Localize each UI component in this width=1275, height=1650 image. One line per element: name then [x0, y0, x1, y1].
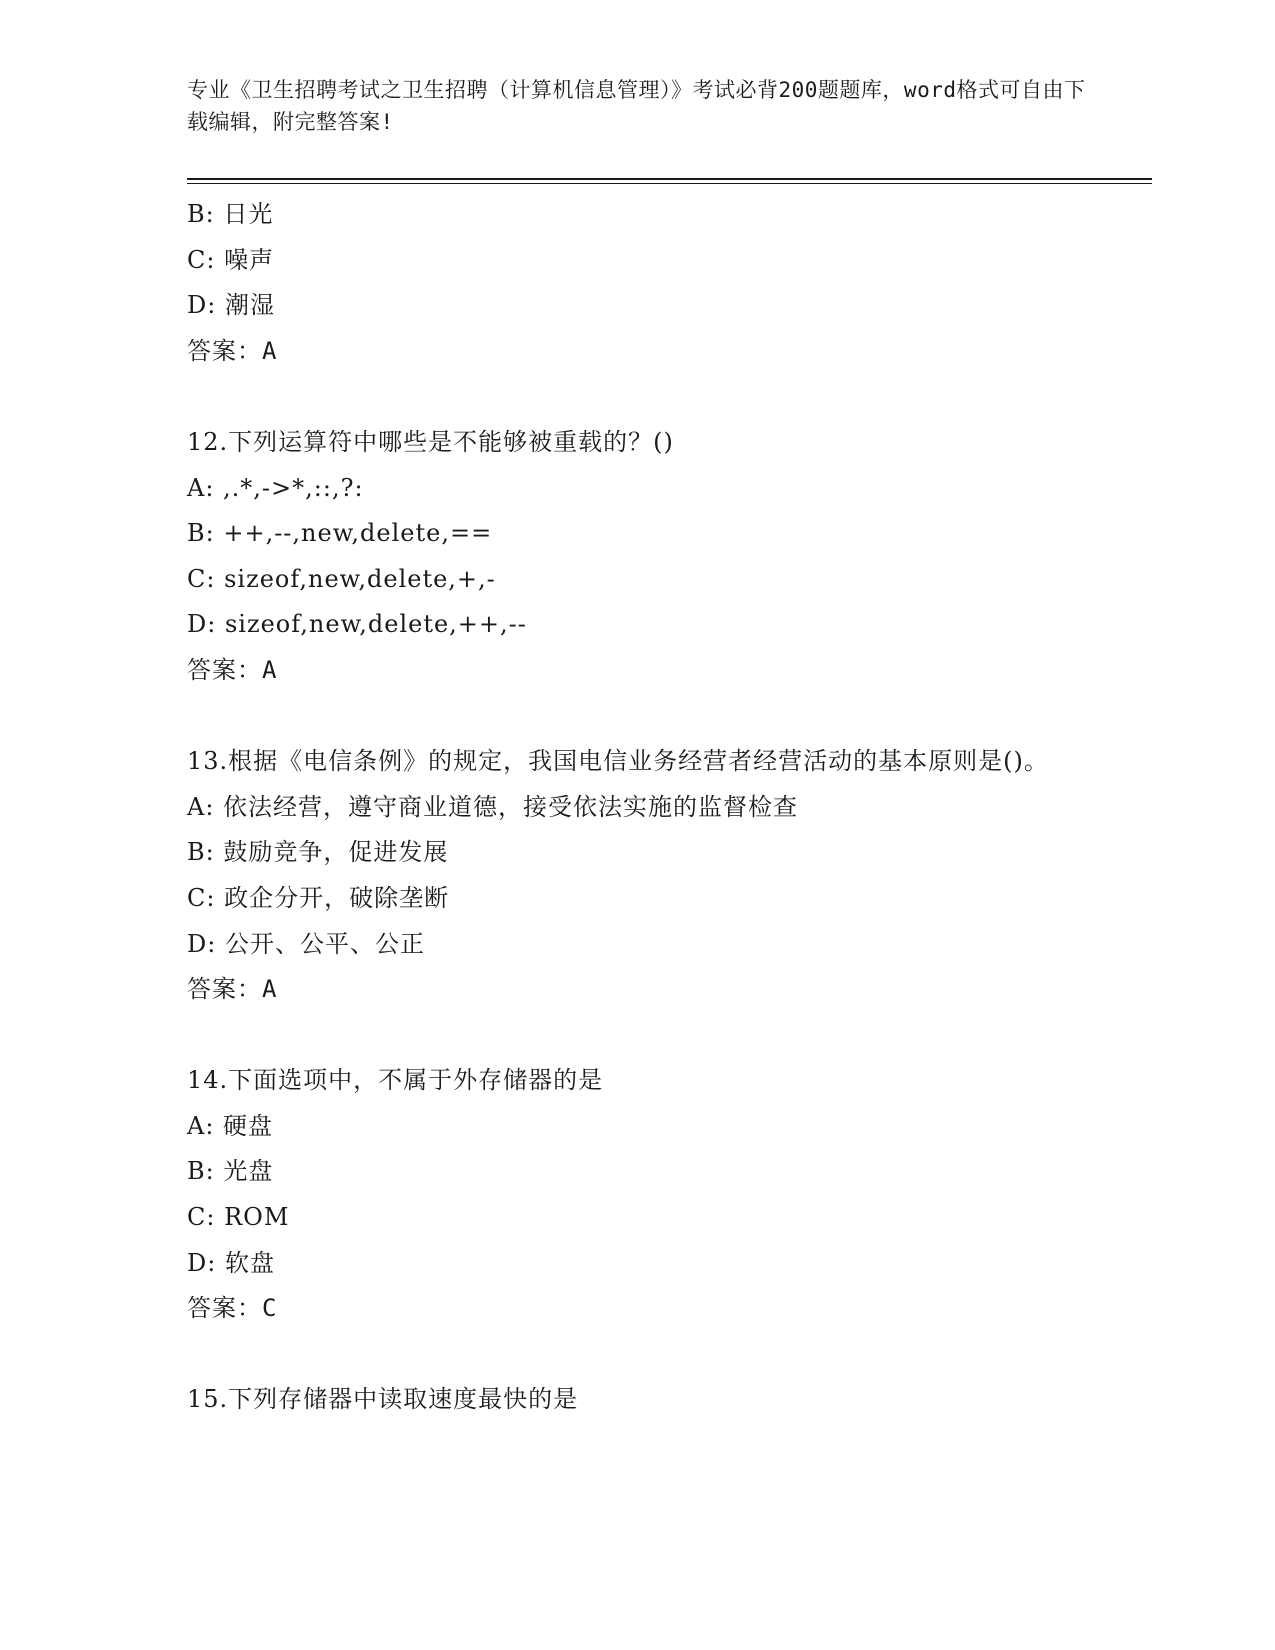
option-a: A: ,.*,->*,::,?:	[187, 473, 364, 502]
question-11-continued	[187, 192, 1152, 374]
option-d: D: 潮湿	[187, 291, 275, 320]
spacer	[187, 374, 1152, 420]
option-b: B: ++,--,new,delete,==	[187, 519, 493, 548]
option-b: B: 光盘	[187, 1157, 274, 1186]
question-stem: 15.下列存储器中读取速度最快的是	[187, 1385, 579, 1414]
spacer	[187, 1332, 1152, 1378]
question-content	[187, 192, 1152, 1423]
option-b: B: 鼓励竞争，促进发展	[187, 838, 449, 867]
option-a: A: 硬盘	[187, 1111, 274, 1140]
header-rule-thick	[187, 178, 1152, 180]
spacer	[187, 694, 1152, 740]
option-a: A: 依法经营，遵守商业道德，接受依法实施的监督检查	[187, 792, 799, 821]
question-14	[187, 1058, 1152, 1332]
question-12	[187, 420, 1152, 694]
spacer	[187, 1013, 1152, 1059]
option-d: D: 软盘	[187, 1248, 275, 1277]
answer-line: 答案：A	[187, 975, 278, 1004]
option-d: D: sizeof,new,delete,++,--	[187, 610, 527, 639]
option-c: C: 政企分开，破除垄断	[187, 883, 450, 912]
option-c: C: 噪声	[187, 245, 275, 274]
question-stem: 12.下列运算符中哪些是不能够被重载的？()	[187, 427, 674, 456]
answer-line: 答案：A	[187, 336, 278, 365]
option-d: D: 公开、公平、公正	[187, 929, 425, 958]
question-stem: 14.下面选项中，不属于外存储器的是	[187, 1066, 604, 1095]
answer-line: 答案：A	[187, 655, 278, 684]
option-c: C: sizeof,new,delete,+,-	[187, 564, 496, 593]
question-15	[187, 1377, 1152, 1423]
option-b: B: 日光	[187, 200, 274, 228]
document-header: 专业《卫生招聘考试之卫生招聘（计算机信息管理）》考试必背200题题库，word格式可自由下载编辑，附完整答案!	[187, 78, 1086, 134]
option-c: C: ROM	[187, 1203, 290, 1232]
question-13	[187, 739, 1152, 1013]
header-rule-thin	[187, 183, 1152, 184]
answer-line: 答案：C	[187, 1294, 278, 1323]
question-stem: 13.根据《电信条例》的规定，我国电信业务经营者经营活动的基本原则是()。	[187, 747, 1049, 776]
